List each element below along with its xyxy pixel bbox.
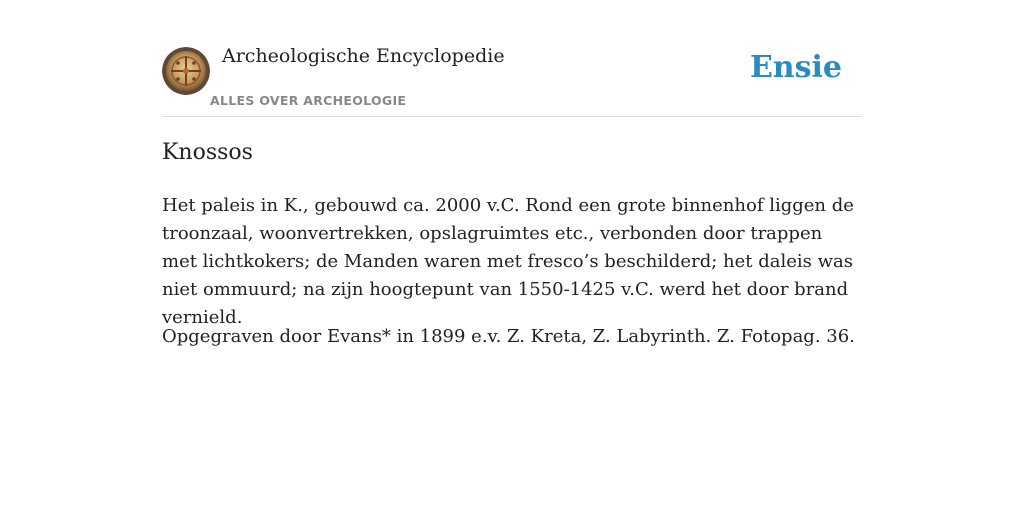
site-header xyxy=(162,0,862,117)
site-title[interactable]: Archeologische Encyclopedie xyxy=(222,45,505,67)
brand-logo-link[interactable]: Ensie xyxy=(749,50,842,85)
entry-title: Knossos xyxy=(162,140,253,165)
page-container xyxy=(162,0,862,347)
archaeology-disc-icon[interactable] xyxy=(162,47,210,95)
site-subtitle: ALLES OVER ARCHEOLOGIE xyxy=(210,93,407,108)
entry-paragraph: Het paleis in K., gebouwd ca. 2000 v.C. Rond een grote binnenhof liggen de troonzaal, woonvertrekken, opslagruimtes etc., verbonden door trappen met lichtkokers; de Manden waren met fresco’s beschilderd; het daleis was niet ommuurd; na zijn hoogtepunt van 1550-1425 v.C. werd het door brand vernield. xyxy=(162,195,854,328)
entry-paragraph: Opgegraven door Evans* in 1899 e.v. Z. Kreta, Z. Labyrinth. Z. Fotopag. 36. xyxy=(162,326,855,347)
